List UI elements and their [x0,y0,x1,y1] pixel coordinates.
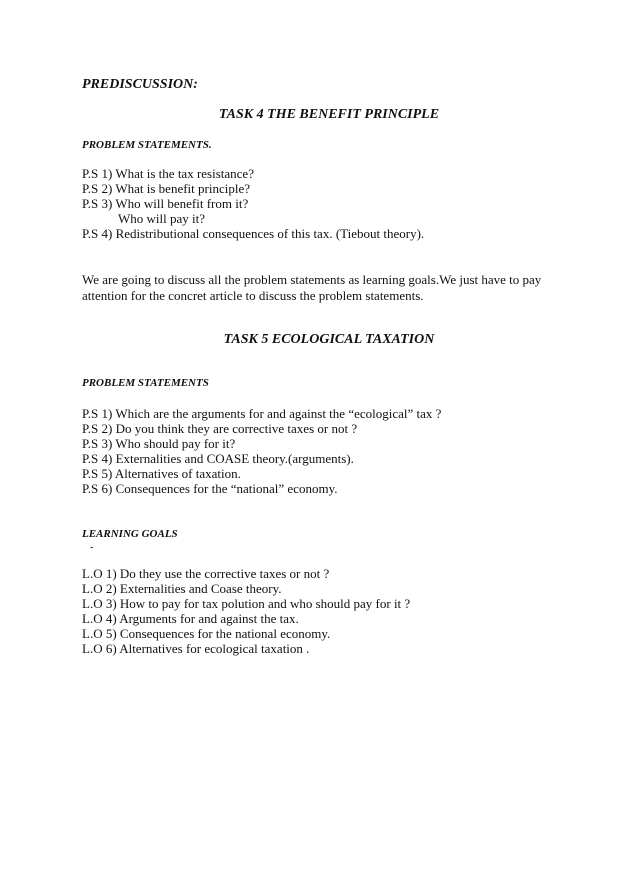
stray-dash: - [90,542,94,553]
task4-problem-statements-heading: PROBLEM STATEMENTS. [82,139,212,151]
task5-title: TASK 5 ECOLOGICAL TAXATION [223,332,435,347]
task5-ps-2: P.S 2) Do you think they are corrective taxes or not ? [82,421,358,436]
learning-goals-heading: LEARNING GOALS [82,528,178,540]
task4-ps-4: P.S 4) Redistributional consequences of this tax. (Tiebout theory). [82,226,425,241]
task4-ps-3-sub: Who will pay it? [118,211,206,226]
task5-ps-3: P.S 3) Who should pay for it? [82,436,236,451]
learning-goal-1: L.O 1) Do they use the corrective taxes or not ? [82,566,330,581]
learning-goal-3: L.O 3) How to pay for tax polution and who should pay for it ? [82,596,411,611]
learning-goal-5: L.O 5) Consequences for the national economy. [82,626,331,641]
task5-ps-6: P.S 6) Consequences for the “national” economy. [82,481,338,496]
learning-goal-4: L.O 4) Arguments for and against the tax. [82,611,299,626]
task4-ps-2: P.S 2) What is benefit principle? [82,181,251,196]
task5-ps-1: P.S 1) Which are the arguments for and against the “ecological” tax ? [82,406,442,421]
prediscussion-heading: PREDISCUSSION: [82,77,198,92]
learning-goal-6: L.O 6) Alternatives for ecological taxation . [82,641,310,656]
task4-ps-3: P.S 3) Who will benefit from it? [82,196,249,211]
task4-title: TASK 4 THE BENEFIT PRINCIPLE [218,107,440,122]
learning-goal-2: L.O 2) Externalities and Coase theory. [82,581,282,596]
task4-ps-1: P.S 1) What is the tax resistance? [82,166,254,181]
task5-problem-statements-heading: PROBLEM STATEMENTS [82,377,209,389]
task5-ps-5: P.S 5) Alternatives of taxation. [82,466,241,481]
task5-ps-4: P.S 4) Externalities and COASE theory.(arguments). [82,451,354,466]
task4-paragraph: We are going to discuss all the problem statements as learning goals.We just have to pay attention for the concret article to discuss the problem statements. [82,272,542,303]
